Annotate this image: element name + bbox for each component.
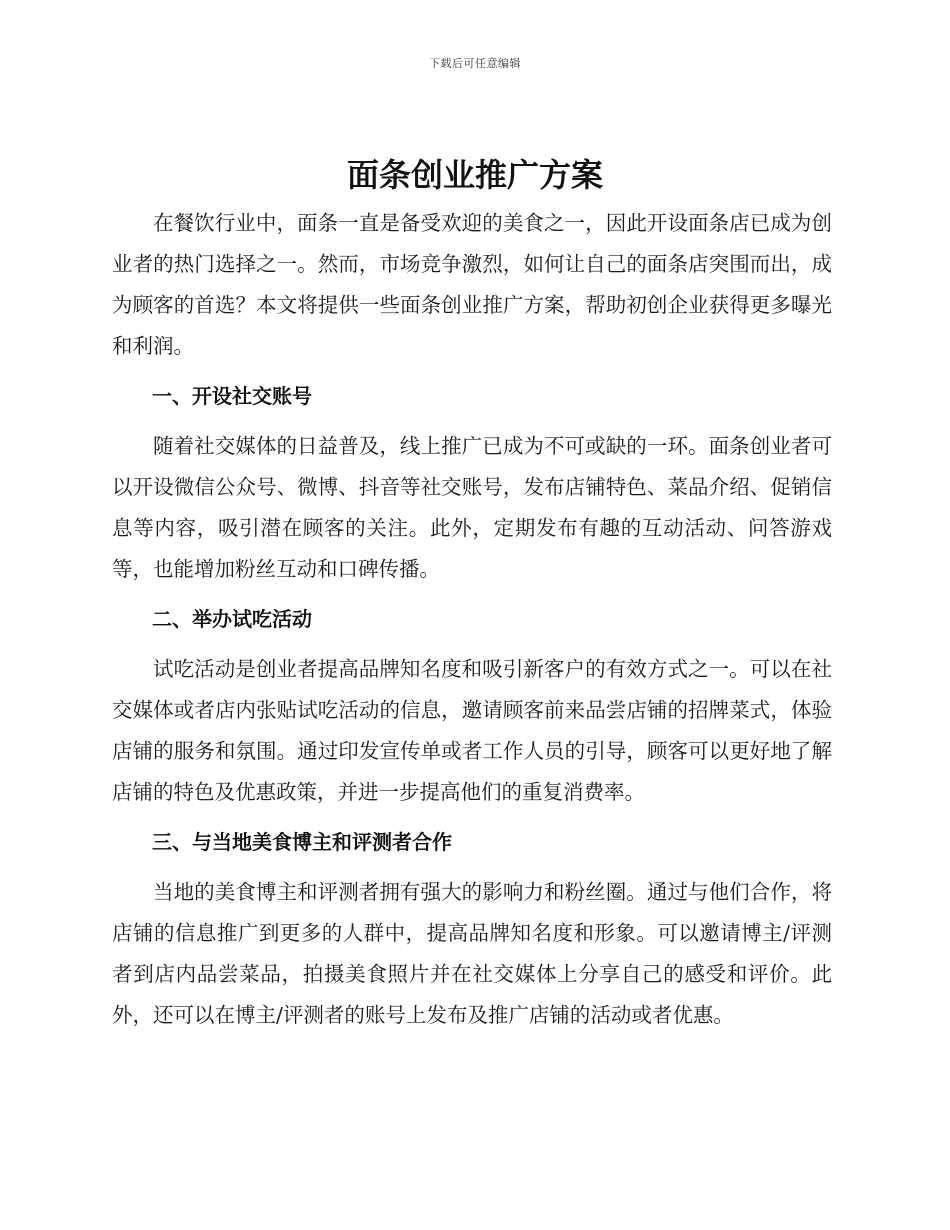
- section-heading-social-accounts: 一、开设社交账号: [152, 384, 312, 408]
- section-heading-food-bloggers: 三、与当地美食博主和评测者合作: [152, 830, 452, 854]
- section-heading-tasting-event: 二、举办试吃活动: [152, 607, 312, 631]
- header-note: 下载后可任意编辑: [429, 57, 521, 70]
- section-paragraph-social-accounts: 随着社交媒体的日益普及，线上推广已成为不可或缺的一环。面条创业者可以开设微信公众号、微博、抖音等社交账号，发布店铺特色、菜品介绍、促销信息等内容，吸引潜在顾客的关注。此外，定期发布有趣的互动活动、问答游戏等，也能增加粉丝互动和口碑传播。: [112, 434, 832, 581]
- document-title: 面条创业推广方案: [346, 156, 603, 194]
- section-paragraph-food-bloggers: 当地的美食博主和评测者拥有强大的影响力和粉丝圈。通过与他们合作，将店铺的信息推广到更多的人群中，提高品牌知名度和形象。可以邀请博主/评测者到店内品尝菜品，拍摄美食照片并在社交媒体上分享自己的感受和评价。此外，还可以在博主/评测者的账号上发布及推广店铺的活动或者优惠。: [112, 880, 832, 1027]
- document-body: [112, 203, 832, 1036]
- section-paragraph-tasting-event: 试吃活动是创业者提高品牌知名度和吸引新客户的有效方式之一。可以在社交媒体或者店内张贴试吃活动的信息，邀请顾客前来品尝店铺的招牌菜式，体验店铺的服务和氛围。通过印发宣传单或者工作人员的引导，顾客可以更好地了解店铺的特色及优惠政策，并进一步提高他们的重复消费率。: [112, 657, 832, 804]
- intro-paragraph: 在餐饮行业中，面条一直是备受欢迎的美食之一，因此开设面条店已成为创业者的热门选择之一。然而，市场竞争激烈，如何让自己的面条店突围而出，成为顾客的首选？本文将提供一些面条创业推广方案，帮助初创企业获得更多曝光和利润。: [112, 211, 832, 358]
